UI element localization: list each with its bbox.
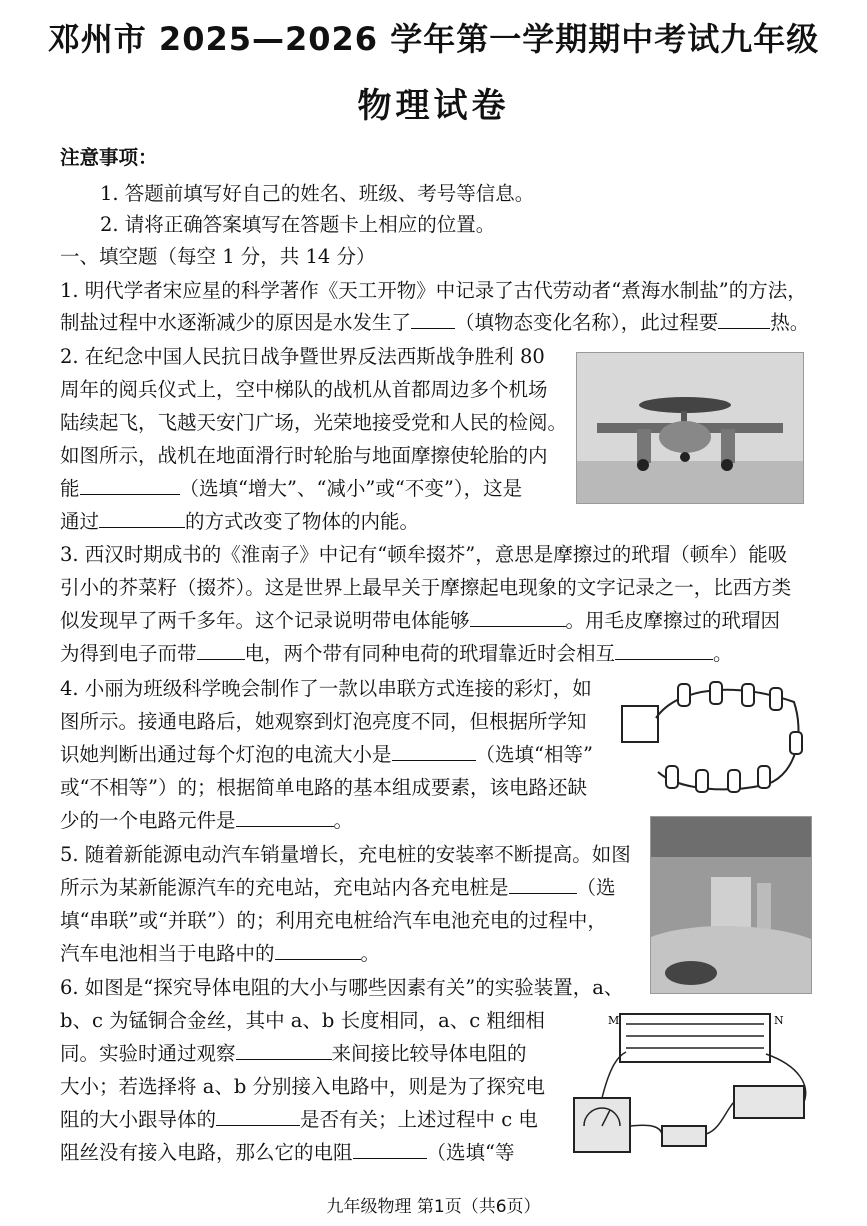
q4-line3 bbox=[60, 742, 593, 768]
q6-line6 bbox=[60, 1140, 515, 1166]
q6-blank-3[interactable] bbox=[353, 1140, 427, 1159]
q3-blank-2[interactable] bbox=[197, 641, 245, 660]
note-item-2: 2. 请将正确答案填写在答题卡上相应的位置。 bbox=[100, 213, 496, 236]
q2-text-d: 的方式改变了物体的内能。 bbox=[185, 510, 420, 533]
q6-line5 bbox=[60, 1107, 538, 1133]
q5-line2 bbox=[60, 875, 616, 901]
q2-line2: 周年的阅兵仪式上，空中梯队的战机从首都周边多个机场 bbox=[60, 378, 548, 401]
q2-line5 bbox=[60, 476, 522, 502]
charging-station-image bbox=[651, 817, 811, 993]
q4-line5 bbox=[60, 808, 353, 834]
q3-line1: 3. 西汉时期成书的《淮南子》中记有“顿牟掇芥”，意思是摩擦过的玳瑁（顿牟）能吸 bbox=[60, 543, 788, 566]
q3-blank-3[interactable] bbox=[615, 641, 713, 660]
q5-blank-1[interactable] bbox=[509, 875, 577, 894]
q4-text-b: （选填“相等” bbox=[475, 743, 593, 766]
q4-line1: 4. 小丽为班级科学晚会制作了一款以串联方式连接的彩灯，如 bbox=[60, 677, 592, 700]
q3-text-e: 。 bbox=[713, 642, 733, 665]
q3-line3 bbox=[60, 608, 780, 634]
q3-text-d: 电，两个带有同种电荷的玳瑁靠近时会相互 bbox=[244, 642, 616, 665]
q1-text-a: 制盐过程中水逐渐减少的原因是水发生了 bbox=[60, 311, 412, 334]
q2-line1: 2. 在纪念中国人民抗日战争暨世界反法西斯战争胜利 80 bbox=[60, 345, 545, 368]
q2-blank-2[interactable] bbox=[99, 509, 185, 528]
notes-heading: 注意事项： bbox=[60, 146, 158, 169]
string-lights-figure bbox=[618, 672, 808, 802]
q4-text-d: 。 bbox=[333, 809, 354, 832]
q6-blank-2[interactable] bbox=[216, 1107, 300, 1126]
q3-line2: 引小的芥菜籽（掇芥）。这是世界上最早关于摩擦起电现象的文字记录之一，比西方类 bbox=[60, 576, 792, 599]
q2-line6 bbox=[60, 509, 419, 535]
q6-line1: 6. 如图是“探究导体电阻的大小与哪些因素有关”的实验装置，a、 bbox=[60, 976, 624, 999]
q5-line4 bbox=[60, 941, 380, 967]
subject-title: 物理试卷 bbox=[357, 86, 510, 126]
q4-blank-2[interactable] bbox=[236, 808, 334, 827]
label-m: M bbox=[608, 1014, 620, 1027]
q5-text-b: （选 bbox=[576, 876, 616, 899]
aircraft-photo bbox=[576, 352, 804, 504]
q6-text-a: 同。实验时通过观察 bbox=[60, 1042, 236, 1065]
label-n: N bbox=[774, 1014, 784, 1027]
q4-line4: 或“不相等”）的；根据简单电路的基本组成要素，该电路还缺 bbox=[60, 776, 587, 799]
q1-blank-1[interactable] bbox=[411, 310, 455, 329]
q2-line3: 陆续起飞，飞越天安门广场，光荣地接受党和人民的检阅。 bbox=[60, 411, 568, 434]
q6-text-b: 来间接比较导体电阻的 bbox=[331, 1042, 527, 1065]
q2-text-c: 通过 bbox=[60, 510, 100, 533]
exam-title: 邓州市 2025—2026 学年第一学期期中考试九年级 bbox=[47, 20, 820, 58]
q6-line4: 大小；若选择将 a、b 分别接入电路中，则是为了探究电 bbox=[60, 1075, 546, 1098]
q3-text-c: 为得到电子而带 bbox=[60, 642, 197, 665]
q2-text-b: （选填“增大”、“减小”或“不变”），这是 bbox=[179, 477, 523, 500]
q4-text-c: 少的一个电路元件是 bbox=[60, 809, 236, 832]
q2-blank-1[interactable] bbox=[80, 476, 180, 495]
q5-text-c: 汽车电池相当于电路中的 bbox=[60, 942, 275, 965]
q5-line1: 5. 随着新能源电动汽车销量增长，充电桩的安装率不断提高。如图 bbox=[60, 843, 631, 866]
q3-blank-1[interactable] bbox=[470, 608, 566, 627]
q4-blank-1[interactable] bbox=[392, 742, 476, 761]
q1-text-c: 热。 bbox=[770, 311, 810, 334]
aircraft-image bbox=[577, 353, 803, 503]
q6-blank-1[interactable] bbox=[236, 1041, 332, 1060]
q1-blank-2[interactable] bbox=[718, 310, 770, 329]
q1-line1: 1. 明代学者宋应星的科学著作《天工开物》中记录了古代劳动者“煮海水制盐”的方法， bbox=[60, 279, 807, 302]
q5-text-a: 所示为某新能源汽车的充电站，充电站内各充电桩是 bbox=[60, 876, 509, 899]
page-footer: 九年级物理 第1页（共6页） bbox=[326, 1197, 541, 1217]
q6-text-e: 阻丝没有接入电路，那么它的电阻 bbox=[60, 1141, 353, 1164]
q4-text-a: 识她判断出通过每个灯泡的电流大小是 bbox=[60, 743, 392, 766]
charging-station-photo bbox=[650, 816, 812, 994]
q3-text-b: 。用毛皮摩擦过的玳瑁因 bbox=[565, 609, 781, 632]
q4-line2: 图所示。接通电路后，她观察到灯泡亮度不同，但根据所学知 bbox=[60, 710, 587, 733]
q5-text-d: 。 bbox=[360, 942, 381, 965]
q6-text-d: 是否有关；上述过程中 c 电 bbox=[300, 1108, 538, 1131]
q1-text-b: （填物态变化名称），此过程要 bbox=[455, 311, 719, 334]
q2-text-a: 能 bbox=[60, 477, 80, 500]
q6-text-c: 阻的大小跟导体的 bbox=[60, 1108, 217, 1131]
q2-line4: 如图所示，战机在地面滑行时轮胎与地面摩擦使轮胎的内 bbox=[60, 444, 548, 467]
q3-line4 bbox=[60, 641, 733, 667]
section-heading: 一、填空题（每空 1 分，共 14 分） bbox=[60, 245, 376, 268]
resistance-experiment-figure bbox=[570, 1006, 814, 1170]
q5-blank-2[interactable] bbox=[275, 941, 361, 960]
note-item-1: 1. 答题前填写好自己的姓名、班级、考号等信息。 bbox=[100, 182, 535, 205]
q1-line2 bbox=[60, 310, 809, 336]
q3-text-a: 似发现早了两千多年。这个记录说明带电体能够 bbox=[60, 609, 470, 632]
q6-line2: b、c 为锰铜合金丝，其中 a、b 长度相同，a、c 粗细相 bbox=[60, 1009, 545, 1032]
q6-text-f: （选填“等 bbox=[426, 1141, 515, 1164]
q5-line3: 填“串联”或“并联”）的；利用充电桩给汽车电池充电的过程中， bbox=[60, 909, 607, 932]
q6-line3 bbox=[60, 1041, 527, 1067]
